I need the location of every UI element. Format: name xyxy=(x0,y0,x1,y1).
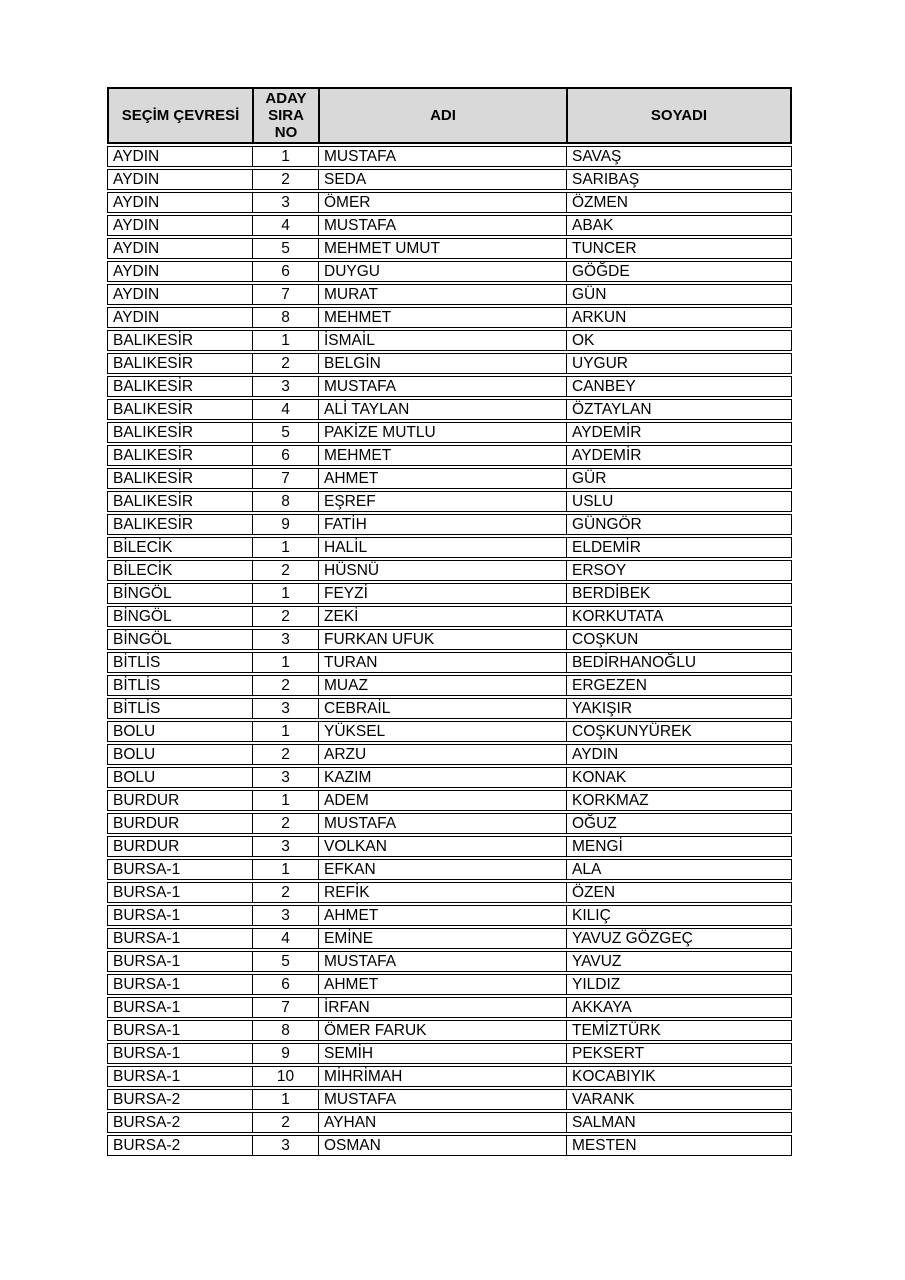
cell-order-no: 8 xyxy=(252,307,318,328)
candidate-table-container xyxy=(107,85,792,1158)
table-row xyxy=(107,353,792,374)
cell-order-no: 7 xyxy=(252,284,318,305)
table-row xyxy=(107,836,792,857)
table-row xyxy=(107,606,792,627)
table-row xyxy=(107,1135,792,1156)
header-order-no: ADAY SIRA NO xyxy=(252,87,318,144)
table-body xyxy=(107,146,792,1156)
cell-last-name: GÜNGÖR xyxy=(566,514,792,535)
table-row xyxy=(107,445,792,466)
cell-district: BALIKESİR xyxy=(107,353,252,374)
cell-last-name: SARIBAŞ xyxy=(566,169,792,190)
cell-order-no: 1 xyxy=(252,859,318,880)
table-row xyxy=(107,537,792,558)
cell-order-no: 3 xyxy=(252,192,318,213)
cell-first-name: AHMET xyxy=(318,974,566,995)
header-last-name: SOYADI xyxy=(566,87,792,144)
cell-first-name: MİHRİMAH xyxy=(318,1066,566,1087)
cell-last-name: ERGEZEN xyxy=(566,675,792,696)
cell-district: BURSA-1 xyxy=(107,905,252,926)
cell-first-name: MUSTAFA xyxy=(318,813,566,834)
cell-first-name: İRFAN xyxy=(318,997,566,1018)
cell-last-name: ELDEMİR xyxy=(566,537,792,558)
cell-first-name: OSMAN xyxy=(318,1135,566,1156)
cell-order-no: 1 xyxy=(252,146,318,167)
table-row xyxy=(107,307,792,328)
cell-last-name: GÜN xyxy=(566,284,792,305)
table-row xyxy=(107,790,792,811)
cell-first-name: EŞREF xyxy=(318,491,566,512)
table-row xyxy=(107,284,792,305)
cell-district: BURDUR xyxy=(107,790,252,811)
cell-order-no: 3 xyxy=(252,905,318,926)
cell-first-name: MURAT xyxy=(318,284,566,305)
cell-district: BİNGÖL xyxy=(107,629,252,650)
table-row xyxy=(107,767,792,788)
cell-district: BALIKESİR xyxy=(107,422,252,443)
cell-first-name: HALİL xyxy=(318,537,566,558)
cell-first-name: PAKİZE MUTLU xyxy=(318,422,566,443)
cell-district: BİTLİS xyxy=(107,652,252,673)
cell-last-name: ABAK xyxy=(566,215,792,236)
cell-district: AYDIN xyxy=(107,307,252,328)
cell-first-name: KAZIM xyxy=(318,767,566,788)
table-row xyxy=(107,928,792,949)
cell-district: BALIKESİR xyxy=(107,491,252,512)
cell-last-name: KORKUTATA xyxy=(566,606,792,627)
cell-first-name: ARZU xyxy=(318,744,566,765)
cell-last-name: KOCABIYIK xyxy=(566,1066,792,1087)
cell-last-name: MENGİ xyxy=(566,836,792,857)
cell-order-no: 2 xyxy=(252,560,318,581)
table-row xyxy=(107,146,792,167)
cell-district: BURSA-2 xyxy=(107,1135,252,1156)
table-row xyxy=(107,376,792,397)
cell-first-name: MUSTAFA xyxy=(318,951,566,972)
cell-order-no: 4 xyxy=(252,399,318,420)
cell-district: BURSA-1 xyxy=(107,1020,252,1041)
cell-order-no: 9 xyxy=(252,1043,318,1064)
cell-district: BOLU xyxy=(107,744,252,765)
cell-last-name: COŞKUN xyxy=(566,629,792,650)
cell-order-no: 3 xyxy=(252,698,318,719)
table-row xyxy=(107,330,792,351)
cell-district: BALIKESİR xyxy=(107,399,252,420)
cell-order-no: 2 xyxy=(252,675,318,696)
table-row xyxy=(107,744,792,765)
table-row xyxy=(107,468,792,489)
cell-last-name: CANBEY xyxy=(566,376,792,397)
cell-order-no: 1 xyxy=(252,1089,318,1110)
cell-first-name: ÖMER FARUK xyxy=(318,1020,566,1041)
cell-first-name: EMİNE xyxy=(318,928,566,949)
cell-order-no: 6 xyxy=(252,445,318,466)
cell-first-name: FATİH xyxy=(318,514,566,535)
cell-last-name: COŞKUNYÜREK xyxy=(566,721,792,742)
cell-last-name: OĞUZ xyxy=(566,813,792,834)
cell-last-name: GÖĞDE xyxy=(566,261,792,282)
cell-district: BİTLİS xyxy=(107,698,252,719)
cell-last-name: ÖZEN xyxy=(566,882,792,903)
cell-district: AYDIN xyxy=(107,284,252,305)
table-row xyxy=(107,905,792,926)
cell-order-no: 10 xyxy=(252,1066,318,1087)
cell-last-name: BERDİBEK xyxy=(566,583,792,604)
cell-last-name: UYGUR xyxy=(566,353,792,374)
cell-first-name: DUYGU xyxy=(318,261,566,282)
cell-district: AYDIN xyxy=(107,261,252,282)
table-row xyxy=(107,192,792,213)
cell-district: BURSA-1 xyxy=(107,997,252,1018)
cell-first-name: AHMET xyxy=(318,468,566,489)
cell-last-name: ARKUN xyxy=(566,307,792,328)
cell-first-name: AYHAN xyxy=(318,1112,566,1133)
cell-order-no: 1 xyxy=(252,537,318,558)
cell-last-name: GÜR xyxy=(566,468,792,489)
table-row xyxy=(107,675,792,696)
table-row xyxy=(107,1112,792,1133)
cell-district: BURSA-1 xyxy=(107,974,252,995)
cell-district: BURSA-1 xyxy=(107,1066,252,1087)
header-first-name: ADI xyxy=(318,87,566,144)
table-row xyxy=(107,583,792,604)
cell-first-name: YÜKSEL xyxy=(318,721,566,742)
table-row xyxy=(107,652,792,673)
cell-first-name: MUSTAFA xyxy=(318,215,566,236)
cell-district: BALIKESİR xyxy=(107,376,252,397)
table-row xyxy=(107,629,792,650)
cell-last-name: AYDEMİR xyxy=(566,445,792,466)
cell-first-name: MUSTAFA xyxy=(318,1089,566,1110)
cell-district: AYDIN xyxy=(107,169,252,190)
cell-last-name: KORKMAZ xyxy=(566,790,792,811)
cell-last-name: SAVAŞ xyxy=(566,146,792,167)
cell-first-name: MUSTAFA xyxy=(318,376,566,397)
table-row xyxy=(107,951,792,972)
cell-district: BURSA-1 xyxy=(107,951,252,972)
cell-first-name: SEDA xyxy=(318,169,566,190)
cell-first-name: ALİ TAYLAN xyxy=(318,399,566,420)
cell-last-name: YILDIZ xyxy=(566,974,792,995)
cell-first-name: HÜSNÜ xyxy=(318,560,566,581)
cell-order-no: 2 xyxy=(252,606,318,627)
table-row xyxy=(107,169,792,190)
cell-last-name: YAVUZ xyxy=(566,951,792,972)
cell-district: BURSA-2 xyxy=(107,1089,252,1110)
table-row xyxy=(107,560,792,581)
cell-first-name: İSMAİL xyxy=(318,330,566,351)
cell-last-name: YAVUZ GÖZGEÇ xyxy=(566,928,792,949)
cell-order-no: 1 xyxy=(252,652,318,673)
table-row xyxy=(107,698,792,719)
cell-last-name: ALA xyxy=(566,859,792,880)
table-row xyxy=(107,882,792,903)
cell-district: AYDIN xyxy=(107,192,252,213)
cell-order-no: 1 xyxy=(252,583,318,604)
cell-order-no: 3 xyxy=(252,376,318,397)
table-row xyxy=(107,1089,792,1110)
cell-order-no: 9 xyxy=(252,514,318,535)
cell-order-no: 2 xyxy=(252,353,318,374)
table-row xyxy=(107,859,792,880)
cell-district: BURSA-1 xyxy=(107,928,252,949)
cell-district: BOLU xyxy=(107,767,252,788)
table-row xyxy=(107,514,792,535)
cell-order-no: 1 xyxy=(252,790,318,811)
cell-district: BİLECİK xyxy=(107,537,252,558)
cell-district: AYDIN xyxy=(107,215,252,236)
cell-order-no: 6 xyxy=(252,261,318,282)
cell-last-name: ÖZMEN xyxy=(566,192,792,213)
cell-order-no: 3 xyxy=(252,1135,318,1156)
cell-order-no: 2 xyxy=(252,813,318,834)
cell-first-name: MUAZ xyxy=(318,675,566,696)
cell-first-name: FURKAN UFUK xyxy=(318,629,566,650)
cell-order-no: 1 xyxy=(252,721,318,742)
table-row xyxy=(107,721,792,742)
cell-order-no: 6 xyxy=(252,974,318,995)
cell-order-no: 8 xyxy=(252,1020,318,1041)
cell-last-name: MESTEN xyxy=(566,1135,792,1156)
cell-last-name: BEDİRHANOĞLU xyxy=(566,652,792,673)
cell-order-no: 2 xyxy=(252,882,318,903)
cell-last-name: AKKAYA xyxy=(566,997,792,1018)
cell-last-name: TUNCER xyxy=(566,238,792,259)
cell-order-no: 5 xyxy=(252,422,318,443)
header-row xyxy=(107,87,792,144)
cell-last-name: YAKIŞIR xyxy=(566,698,792,719)
cell-district: BURSA-1 xyxy=(107,1043,252,1064)
candidate-table xyxy=(107,85,792,1158)
cell-last-name: TEMİZTÜRK xyxy=(566,1020,792,1041)
cell-district: BURSA-1 xyxy=(107,859,252,880)
cell-district: BİNGÖL xyxy=(107,606,252,627)
cell-district: BALIKESİR xyxy=(107,445,252,466)
cell-order-no: 7 xyxy=(252,468,318,489)
cell-last-name: OK xyxy=(566,330,792,351)
table-row xyxy=(107,1043,792,1064)
cell-district: BİTLİS xyxy=(107,675,252,696)
table-row xyxy=(107,813,792,834)
cell-order-no: 2 xyxy=(252,1112,318,1133)
table-row xyxy=(107,215,792,236)
cell-first-name: EFKAN xyxy=(318,859,566,880)
cell-last-name: KONAK xyxy=(566,767,792,788)
table-row xyxy=(107,238,792,259)
table-row xyxy=(107,1066,792,1087)
cell-first-name: MEHMET xyxy=(318,445,566,466)
cell-last-name: USLU xyxy=(566,491,792,512)
cell-district: AYDIN xyxy=(107,238,252,259)
cell-first-name: SEMİH xyxy=(318,1043,566,1064)
cell-district: BİLECİK xyxy=(107,560,252,581)
cell-last-name: VARANK xyxy=(566,1089,792,1110)
cell-last-name: ERSOY xyxy=(566,560,792,581)
cell-order-no: 4 xyxy=(252,928,318,949)
table-row xyxy=(107,491,792,512)
table-row xyxy=(107,974,792,995)
cell-first-name: MUSTAFA xyxy=(318,146,566,167)
cell-district: BALIKESİR xyxy=(107,330,252,351)
table-row xyxy=(107,422,792,443)
cell-first-name: MEHMET xyxy=(318,307,566,328)
cell-district: BURSA-2 xyxy=(107,1112,252,1133)
table-row xyxy=(107,997,792,1018)
cell-order-no: 8 xyxy=(252,491,318,512)
cell-order-no: 5 xyxy=(252,951,318,972)
cell-district: BİNGÖL xyxy=(107,583,252,604)
cell-order-no: 3 xyxy=(252,767,318,788)
cell-first-name: REFİK xyxy=(318,882,566,903)
table-row xyxy=(107,1020,792,1041)
table-row xyxy=(107,399,792,420)
cell-district: AYDIN xyxy=(107,146,252,167)
cell-first-name: FEYZİ xyxy=(318,583,566,604)
cell-first-name: ADEM xyxy=(318,790,566,811)
cell-last-name: KILIÇ xyxy=(566,905,792,926)
cell-last-name: ÖZTAYLAN xyxy=(566,399,792,420)
cell-district: BALIKESİR xyxy=(107,514,252,535)
cell-first-name: BELGİN xyxy=(318,353,566,374)
cell-first-name: MEHMET UMUT xyxy=(318,238,566,259)
cell-order-no: 7 xyxy=(252,997,318,1018)
cell-district: BALIKESİR xyxy=(107,468,252,489)
cell-first-name: TURAN xyxy=(318,652,566,673)
cell-first-name: ÖMER xyxy=(318,192,566,213)
cell-first-name: VOLKAN xyxy=(318,836,566,857)
cell-order-no: 3 xyxy=(252,629,318,650)
cell-last-name: AYDIN xyxy=(566,744,792,765)
cell-first-name: ZEKİ xyxy=(318,606,566,627)
cell-district: BURDUR xyxy=(107,813,252,834)
cell-last-name: AYDEMİR xyxy=(566,422,792,443)
cell-first-name: CEBRAİL xyxy=(318,698,566,719)
cell-district: BOLU xyxy=(107,721,252,742)
cell-last-name: SALMAN xyxy=(566,1112,792,1133)
table-row xyxy=(107,261,792,282)
cell-order-no: 2 xyxy=(252,169,318,190)
cell-order-no: 4 xyxy=(252,215,318,236)
cell-order-no: 5 xyxy=(252,238,318,259)
cell-last-name: PEKSERT xyxy=(566,1043,792,1064)
cell-order-no: 1 xyxy=(252,330,318,351)
table-header xyxy=(107,87,792,144)
cell-district: BURDUR xyxy=(107,836,252,857)
cell-district: BURSA-1 xyxy=(107,882,252,903)
cell-order-no: 2 xyxy=(252,744,318,765)
header-district: SEÇİM ÇEVRESİ xyxy=(107,87,252,144)
cell-first-name: AHMET xyxy=(318,905,566,926)
cell-order-no: 3 xyxy=(252,836,318,857)
